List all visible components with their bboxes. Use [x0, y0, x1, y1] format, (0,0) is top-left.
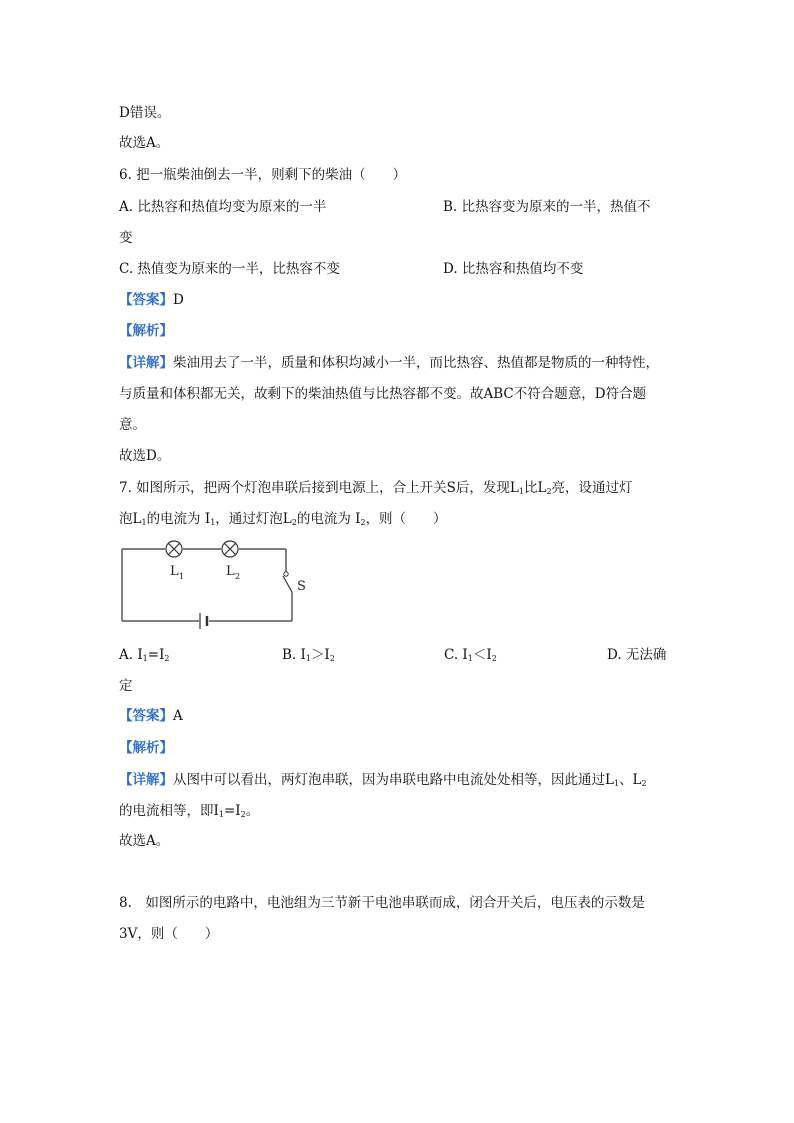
- detail-6-line3: 意。: [119, 417, 146, 433]
- detail-6-line2: 与质量和体积都无关，故剩下的柴油热值与比热容都不变。故ABC不符合题意，D符合题: [119, 386, 647, 402]
- question-6: 6. 把一瓶柴油倒去一半，则剩下的柴油（ ）: [119, 167, 407, 183]
- detail-7-line1: 【详解】从图中可以看出，两灯泡串联，因为串联电路中电流处处相等，因此通过$L_1$、$L_2$: [119, 772, 647, 788]
- option-6b-cont: 变: [119, 230, 133, 246]
- lamp-l2-icon: [222, 541, 238, 557]
- answer-value: D: [173, 292, 184, 308]
- question-8-line2: 3V，则（ ）: [119, 926, 219, 942]
- option-7b: B. $I_1>I_2$: [282, 647, 335, 663]
- option-6d: D. 比热容和热值均不变: [443, 261, 584, 277]
- question-7-line1: 7. 如图所示，把两个灯泡串联后接到电源上，合上开关S后，发现$L_1$比$L_2$亮，设通过灯: [119, 480, 633, 496]
- option-7c: C. $I_1<I_2$: [444, 647, 497, 663]
- text-line: D错误。: [119, 105, 171, 121]
- question-8-line1: 8. 如图所示的电路中，电池组为三节新干电池串联而成，闭合开关后，电压表的示数是: [119, 895, 645, 911]
- answer-tag: 【答案】: [119, 292, 173, 308]
- option-6a: A. 比热容和热值均变为原来的一半: [119, 199, 327, 215]
- analysis-tag-7: [119, 739, 173, 757]
- option-7d-cont: 定: [119, 678, 133, 694]
- svg-text:1: 1: [179, 572, 185, 581]
- label-l2: L: [226, 564, 235, 579]
- lamp-l1-icon: [166, 541, 182, 557]
- answer-value: A: [173, 708, 183, 724]
- choice-6: 故选D。: [119, 448, 171, 464]
- battery-icon: [200, 613, 207, 629]
- svg-text:2: 2: [235, 572, 241, 581]
- answer-tag: 【答案】: [119, 708, 173, 724]
- choice-7: 故选A。: [119, 833, 170, 849]
- option-7a: A. $I_1=I_2$: [119, 647, 170, 663]
- analysis-tag: 【解析】: [119, 740, 173, 756]
- detail-text: 柴油用去了一半，质量和体积均减小一半，而比热容、热值都是物质的一种特性，: [173, 355, 659, 371]
- option-6c: C. 热值变为原来的一半，比热容不变: [119, 261, 340, 277]
- question-7-line2: 泡$L_1$的电流为 $I_1$，通过灯泡$L_2$的电流为 $I_2$，则（ ）: [119, 511, 447, 527]
- switch-contact-icon: [284, 572, 288, 576]
- detail-tag: 【详解】: [119, 355, 173, 371]
- label-l1: L: [170, 564, 179, 579]
- option-7d: D. 无法确: [607, 647, 667, 663]
- analysis-tag: 【解析】: [119, 323, 173, 339]
- text-line: 故选A。: [119, 135, 170, 151]
- label-switch: S: [297, 579, 306, 594]
- detail-tag: 【详解】: [119, 772, 173, 788]
- answer-7: [119, 707, 183, 725]
- detail-7-line2: 的电流相等，即$I_1=I_2$。: [119, 803, 260, 819]
- option-6b: B. 比热容变为原来的一半，热值不: [443, 199, 651, 215]
